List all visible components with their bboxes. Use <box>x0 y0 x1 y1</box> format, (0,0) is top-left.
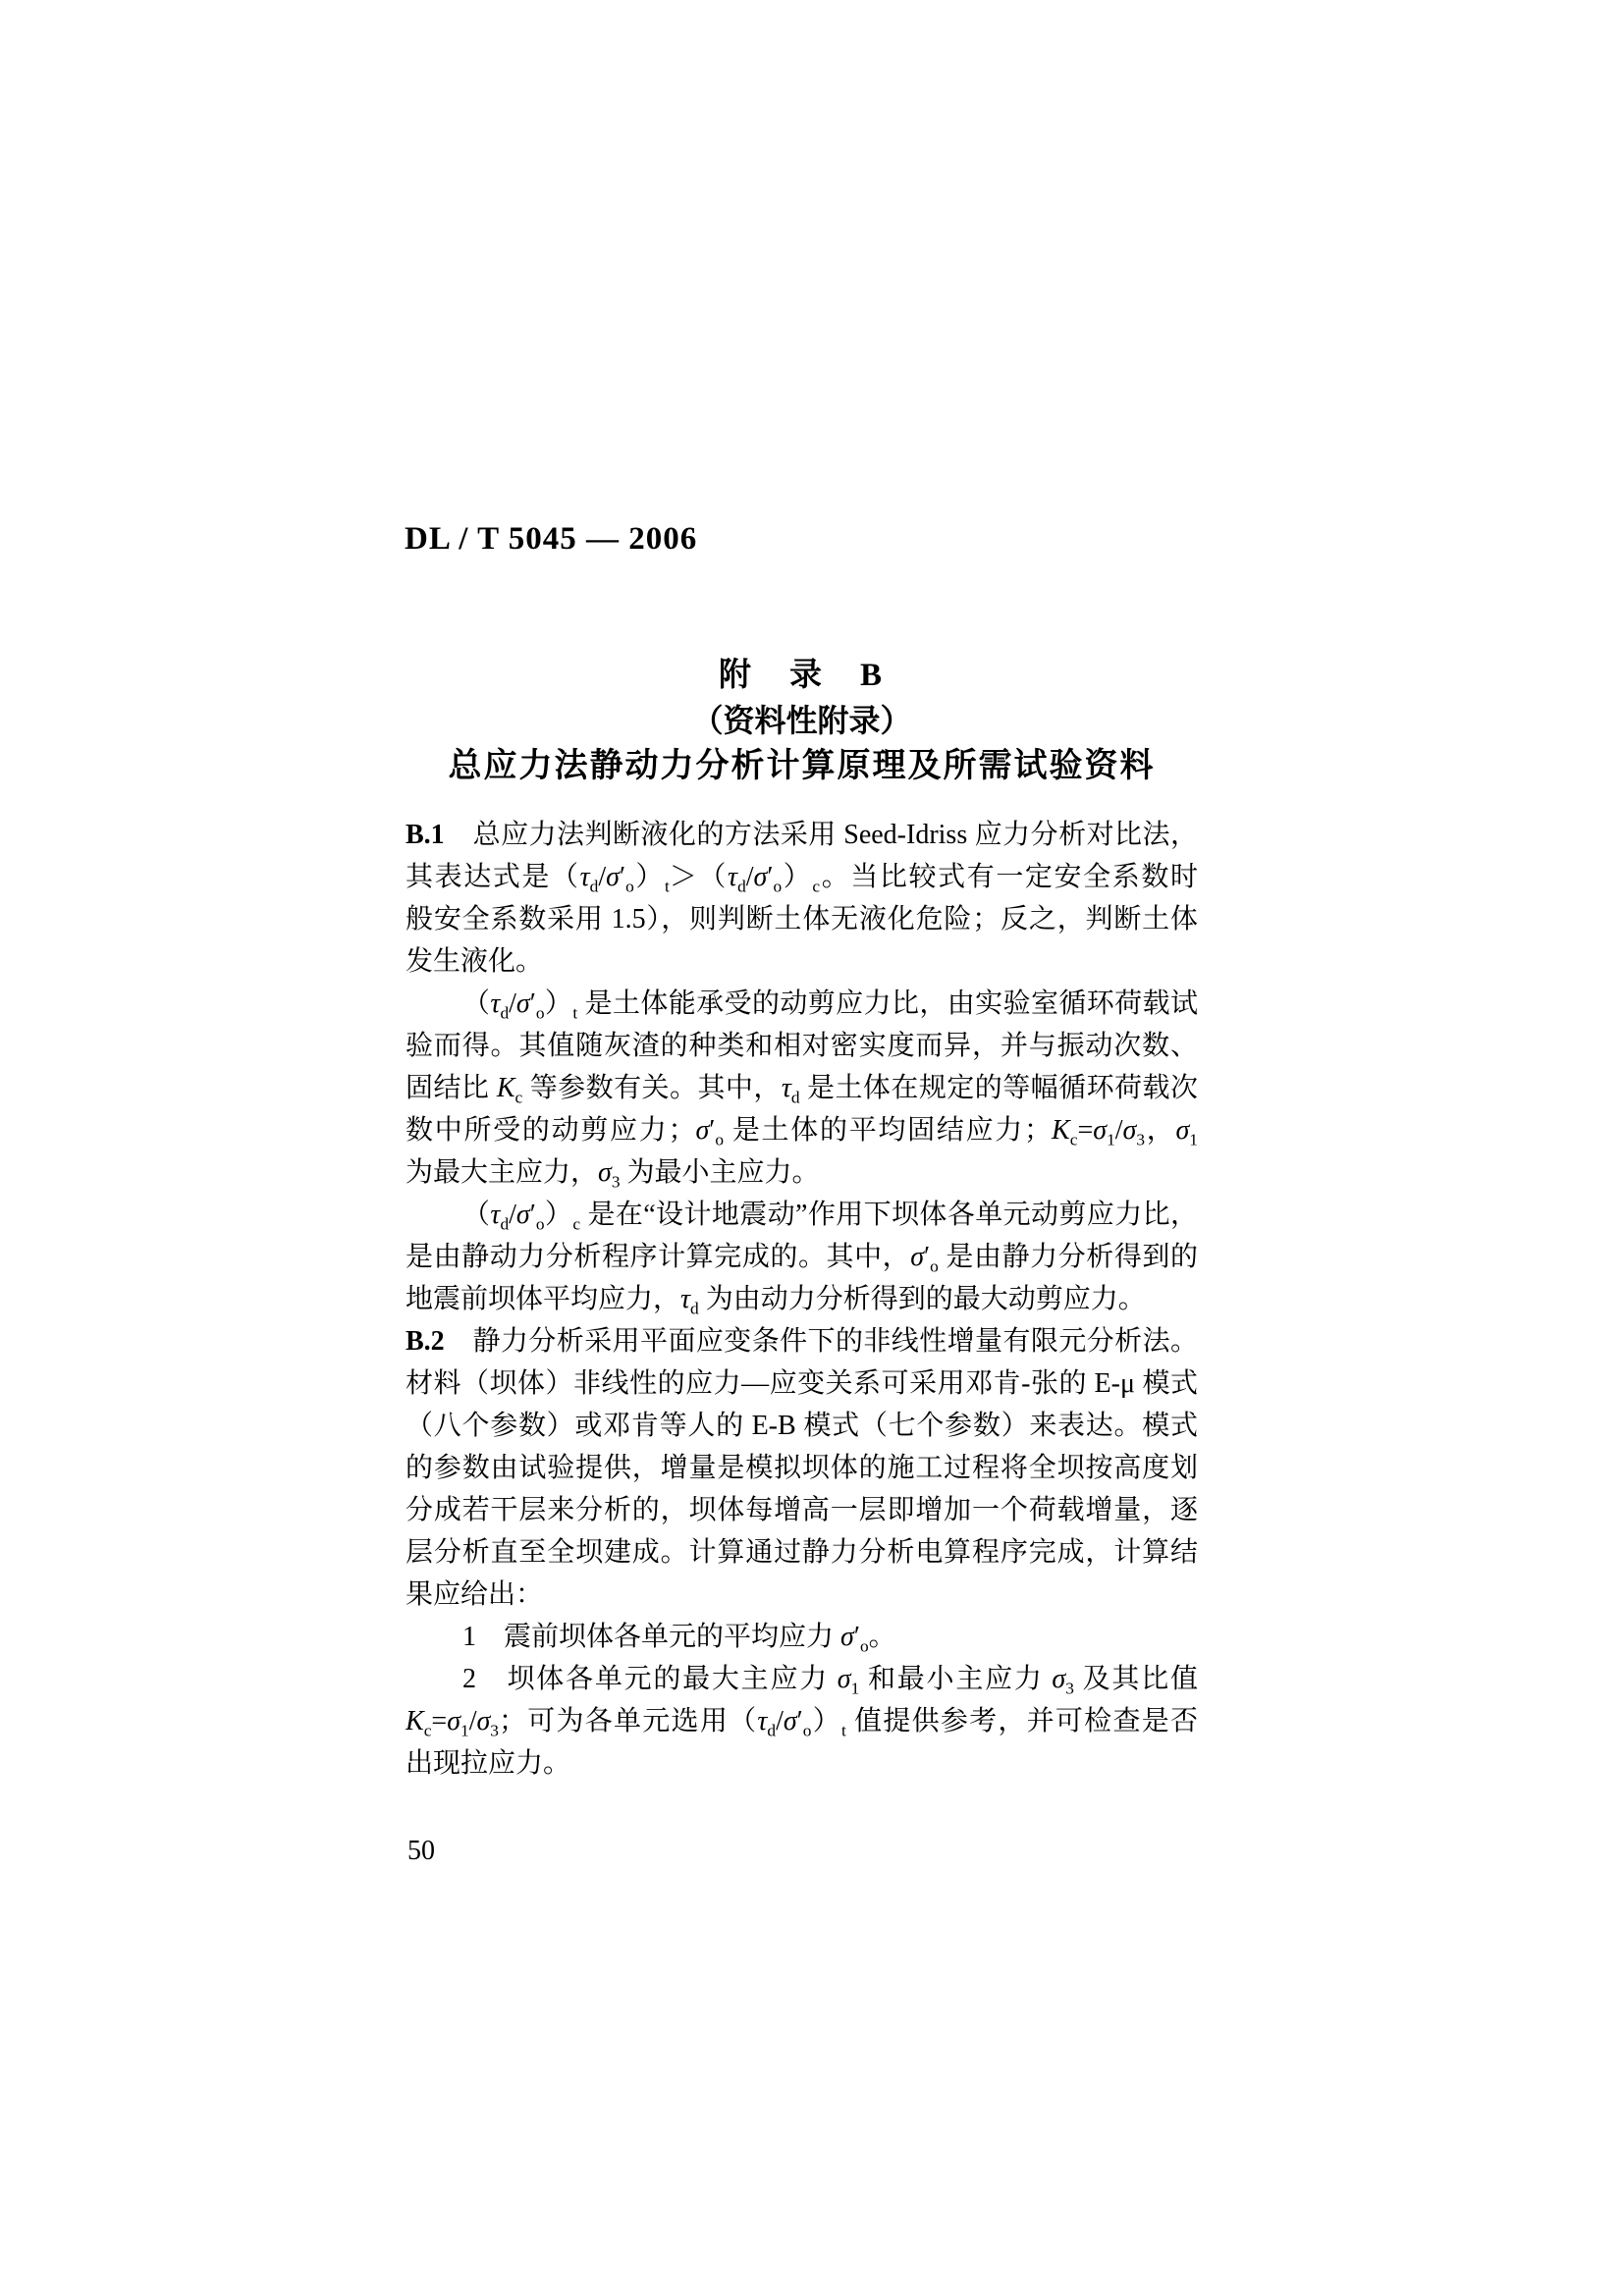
text-line: 为最大主应力，$\sigma_3$ 为最小主应力。 <box>406 1157 820 1192</box>
text-line: 发生液化。 <box>406 946 544 977</box>
body-text <box>406 814 1198 1785</box>
text-line: 层分析直至全坝建成。计算通过静力分析电算程序完成，计算结 <box>406 1537 1198 1568</box>
text-line: 1 震前坝体各单元的平均应力 $\sigma'_o$。 <box>462 1622 896 1656</box>
standard-code-header: DL / T 5045 — 2006 <box>405 521 698 557</box>
appendix-title: 附 录 B <box>718 658 885 693</box>
text-line: 般安全系数采用 1.5），则判断土体无液化危险；反之，判断土体 <box>406 904 1198 934</box>
text-line: 分成若干层来分析的，坝体每增高一层即增加一个荷载增量，逐 <box>406 1495 1198 1525</box>
text-line: B.1 总应力法判断液化的方法采用 Seed-Idriss 应力分析对比法， <box>406 820 1198 850</box>
text-line: $(\tau_d/\sigma'_o)_c$ 是在“设计地震动”作用下坝体各单元动剪应力比， <box>462 1200 1198 1234</box>
text-line: 其表达式是$(\tau_d/\sigma'_o)_t>(\tau_d/\sigma'_o)_c$。当比较式有一定安全系数时 <box>406 862 1198 896</box>
text-line: $(\tau_d/\sigma'_o)_t$ 是土体能承受的动剪应力比，由实验室循环荷载试 <box>462 988 1198 1023</box>
text-line: 固结比 $K_c$ 等参数有关。其中，$\tau_d$ 是土体在规定的等幅循环荷载次 <box>406 1073 1198 1107</box>
text-line: 数中所受的动剪应力；$\sigma'_o$ 是土体的平均固结应力；$K_c=\sigma_1/\sigma_3$，$\sigma_1$ <box>406 1115 1198 1149</box>
appendix-title-block <box>406 656 1198 786</box>
page-number: 50 <box>407 1836 435 1866</box>
text-line: （八个参数）或邓肯等人的 E-B 模式（七个参数）来表达。模式 <box>406 1411 1198 1441</box>
text-line: $K_c=\sigma_1/\sigma_3$；可为各单元选用$(\tau_d/\sigma'_o)_t$ 值提供参考，并可检查是否 <box>406 1706 1198 1740</box>
text-line: 的参数由试验提供，增量是模拟坝体的施工过程将全坝按高度划 <box>406 1453 1198 1483</box>
text-line: 是由静动力分析程序计算完成的。其中，$\sigma'_o$ 是由静力分析得到的 <box>406 1242 1198 1276</box>
appendix-heading: 总应力法静动力分析计算原理及所需试验资料 <box>448 748 1156 784</box>
text-line: B.2 静力分析采用平面应变条件下的非线性增量有限元分析法。 <box>406 1326 1198 1357</box>
text-line: 果应给出： <box>406 1579 544 1610</box>
text-line: 2 坝体各单元的最大主应力 $\sigma_1$ 和最小主应力 $\sigma_3$ 及其比值 <box>462 1664 1198 1698</box>
text-line: 材料（坝体）非线性的应力—应变关系可采用邓肯-张的 E-μ 模式 <box>406 1368 1198 1399</box>
text-line: 出现拉应力。 <box>406 1748 571 1779</box>
text-line: 地震前坝体平均应力，$\tau_d$ 为由动力分析得到的最大动剪应力。 <box>406 1284 1146 1318</box>
text-line: 验而得。其值随灰渣的种类和相对密实度而异，并与振动次数、 <box>406 1031 1198 1061</box>
appendix-subtitle: （资料性附录） <box>691 703 912 738</box>
